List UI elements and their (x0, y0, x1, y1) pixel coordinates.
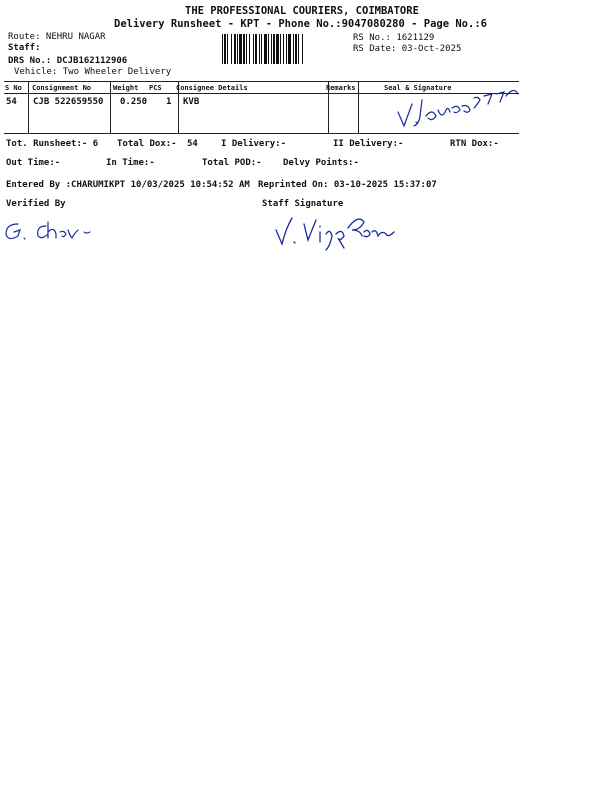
header-weight: Weight (113, 84, 139, 92)
col-divider (110, 81, 111, 133)
vehicle-label: Vehicle: Two Wheeler Delivery (14, 67, 172, 77)
header-pcs: PCS (149, 84, 162, 92)
tot-runsheet: Tot. Runsheet:- 6 (6, 139, 99, 149)
total-dox-value: 54 (187, 139, 198, 149)
out-time: Out Time:- (6, 158, 61, 168)
rs-number: RS No.: 1621129 (353, 33, 435, 43)
i-delivery: I Delivery:- (221, 139, 287, 149)
staff-label: Staff: (8, 43, 41, 53)
rtn-dox: RTN Dox:- (450, 139, 499, 149)
header-remarks: Remarks (326, 84, 356, 92)
cell-consignment: CJB 522659550 (33, 97, 104, 107)
delvy-points: Delvy Points:- (283, 158, 359, 168)
company-title: THE PROFESSIONAL COURIERS, COIMBATORE (185, 5, 419, 17)
barcode (222, 34, 350, 64)
route-label: Route: NEHRU NAGAR (8, 32, 106, 42)
staff-signature (270, 208, 402, 252)
cell-weight: 0.250 (120, 97, 148, 107)
cell-consignee: KVB (183, 97, 200, 107)
table-top-border (4, 81, 519, 82)
header-consignee: Consignee Details (176, 84, 248, 92)
verified-by-label: Verified By (6, 199, 66, 209)
staff-signature-label: Staff Signature (262, 199, 344, 209)
seal-signature (392, 86, 524, 134)
ii-delivery: II Delivery:- (333, 139, 404, 149)
header-seal-signature: Seal & Signature (384, 84, 452, 92)
total-pod: Total POD:- (202, 158, 262, 168)
runsheet-subtitle: Delivery Runsheet - KPT - Phone No.:9047080280 - Page No.:6 (114, 18, 487, 30)
in-time: In Time:- (106, 158, 155, 168)
rs-date: RS Date: 03-Oct-2025 (353, 44, 462, 54)
col-divider (358, 81, 359, 133)
verifier-signature (2, 216, 94, 244)
header-consignment: Consignment No (32, 84, 92, 92)
total-dox-label: Total Dox:- (117, 139, 177, 149)
cell-sno: 54 (6, 97, 17, 107)
drs-number: DRS No.: DCJB162112906 (8, 56, 128, 66)
header-sno: S No (5, 84, 22, 92)
col-divider (28, 81, 29, 133)
cell-pcs: 1 (166, 97, 172, 107)
reprinted-on: Reprinted On: 03-10-2025 15:37:07 (258, 180, 437, 190)
entered-by: Entered By :CHARUMIKPT 10/03/2025 10:54:52 AM (6, 180, 250, 190)
